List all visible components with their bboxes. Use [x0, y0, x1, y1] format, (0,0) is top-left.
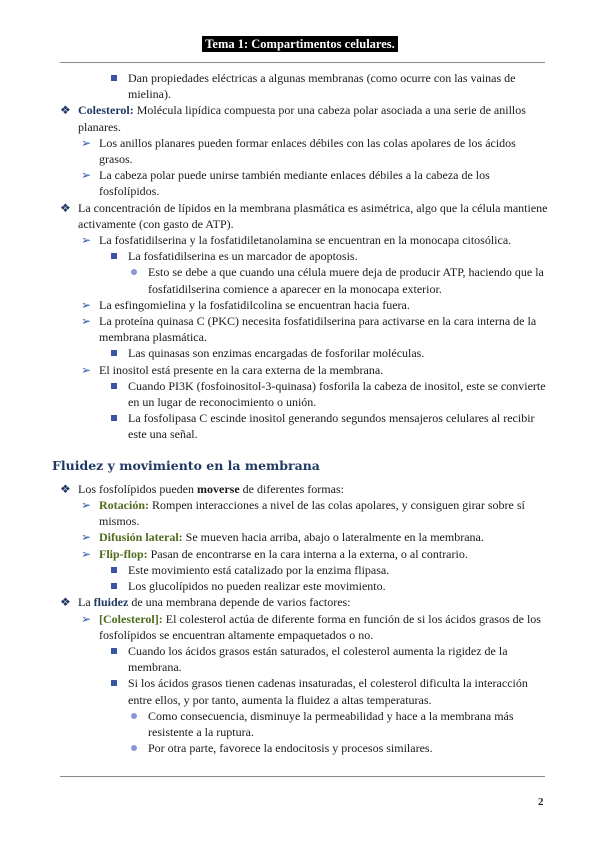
list-item: Como consecuencia, disminuye la permeabilidad y hace a la membrana más resistente a la ruptura.: [0, 708, 600, 740]
arrow-bullet-icon: ➢: [81, 135, 92, 150]
list-item: ➢ La fosfatidilserina y la fosfatidiletanolamina se encuentran en la monocapa citosólica.: [81, 233, 512, 248]
term: [Colesterol]:: [99, 611, 163, 626]
square-bullet-icon: [111, 253, 117, 259]
square-bullet-icon: [111, 567, 117, 573]
arrow-bullet-icon: ➢: [81, 530, 92, 545]
arrow-bullet-icon: ➢: [81, 498, 92, 513]
list-item: ➢ La cabeza polar puede unirse también mediante enlaces débiles a la cabeza de los fosfolípidos.: [81, 168, 490, 199]
list-item: ➢ Difusión lateral: Se mueven hacia arriba, abajo o lateralmente en la membrana.: [81, 530, 484, 545]
arrow-bullet-icon: ➢: [81, 314, 92, 329]
list-item: ➢ Flip-flop: Pasan de encontrarse en la cara interna a la externa, o al contrario.: [81, 546, 468, 561]
square-bullet-icon: [111, 648, 117, 654]
list-item: Esto se debe a que cuando una célula muere deja de producir ATP, haciendo que la fosfatidilserina comience a aparecer en la monocapa exterior.: [0, 264, 600, 296]
list-item: ➢ [Colesterol]: El colesterol actúa de diferente forma en función de si los ácidos grasos de los fosfolípidos se encuentran altamente empaquetados o no.: [81, 611, 541, 642]
arrow-bullet-icon: ➢: [81, 611, 92, 626]
circle-bullet-icon: [131, 269, 137, 275]
arrow-bullet-icon: ➢: [81, 546, 92, 561]
list-item: Los glucolípidos no pueden realizar este movimiento.: [0, 578, 600, 594]
list-item: ❖ Colesterol: Molécula lipídica compuesta por una cabeza polar asociada a una serie de anillos planares.: [60, 103, 526, 134]
circle-bullet-icon: [131, 745, 137, 751]
list-item: Cuando los ácidos grasos están saturados, el colesterol aumenta la rigidez de la membrana.: [0, 643, 600, 675]
square-bullet-icon: [111, 583, 117, 589]
term: Colesterol:: [78, 103, 134, 118]
footer-rule: [60, 776, 545, 777]
square-bullet-icon: [111, 383, 117, 389]
list-item: Las quinasas son enzimas encargadas de fosforilar moléculas.: [0, 345, 600, 361]
list-item: ❖ Los fosfolípidos pueden moverse de diferentes formas:: [60, 481, 344, 496]
arrow-bullet-icon: ➢: [81, 362, 92, 377]
list-item: ❖ La fluidez de una membrana depende de varios factores:: [60, 595, 351, 610]
list-item: Por otra parte, favorece la endocitosis y procesos similares.: [0, 740, 600, 756]
header-rule: [60, 62, 545, 63]
square-bullet-icon: [111, 350, 117, 356]
list-item: La fosfolipasa C escinde inositol generando segundos mensajeros celulares al recibir este una señal.: [0, 410, 600, 442]
page-number: 2: [538, 796, 544, 808]
list-item: Dan propiedades eléctricas a algunas membranas (como ocurre con las vainas de mielina).: [0, 70, 600, 102]
list-item: Si los ácidos grasos tienen cadenas insaturadas, el colesterol dificulta la interacción entre ellos, y por tanto, aumenta la fluidez a altas temperaturas.: [0, 675, 600, 707]
square-bullet-icon: [111, 75, 117, 81]
circle-bullet-icon: [131, 713, 137, 719]
diamond-bullet-icon: ❖: [60, 595, 71, 610]
list-item: Cuando PI3K (fosfoinositol-3-quinasa) fosforila la cabeza de inositol, este se convierte en un lugar de reconocimiento o unión.: [0, 378, 600, 410]
arrow-bullet-icon: ➢: [81, 168, 92, 183]
diamond-bullet-icon: ❖: [60, 103, 71, 118]
list-item: ➢ La esfingomielina y la fosfatidilcolina se encuentran hacia fuera.: [81, 297, 410, 312]
list-item: ➢ Los anillos planares pueden formar enlaces débiles con las colas apolares de los ácidos grasos.: [81, 135, 516, 167]
arrow-bullet-icon: ➢: [81, 297, 92, 312]
page-title: Tema 1: Compartimentos celulares.: [202, 36, 398, 52]
list-item: ➢ La proteína quinasa C (PKC) necesita fosfatidilserina para activarse en la cara interna de la membrana plasmática.: [81, 314, 537, 345]
page-header: [0, 35, 600, 53]
list-item: La fosfatidilserina es un marcador de apoptosis.: [0, 248, 600, 264]
term: Flip-flop:: [99, 546, 148, 561]
list-item: ➢ Rotación: Rompen interacciones a nivel de las colas apolares, y consiguen girar sobre sí mismos.: [81, 498, 525, 529]
document-body: [0, 70, 600, 756]
list-item: ❖ La concentración de lípidos en la membrana plasmática es asimétrica, algo que la célula mantiene activamente (con gasto de ATP).: [60, 200, 548, 231]
section-heading: Fluidez y movimiento en la membrana: [52, 457, 320, 473]
square-bullet-icon: [111, 415, 117, 421]
term: fluidez: [93, 595, 129, 610]
diamond-bullet-icon: ❖: [60, 200, 71, 215]
list-item: Este movimiento está catalizado por la enzima flipasa.: [0, 562, 600, 578]
square-bullet-icon: [111, 680, 117, 686]
diamond-bullet-icon: ❖: [60, 481, 71, 496]
list-item: ➢ El inositol está presente en la cara externa de la membrana.: [81, 362, 384, 377]
term: Difusión lateral:: [99, 530, 183, 545]
term: Rotación:: [99, 498, 149, 513]
arrow-bullet-icon: ➢: [81, 233, 92, 248]
